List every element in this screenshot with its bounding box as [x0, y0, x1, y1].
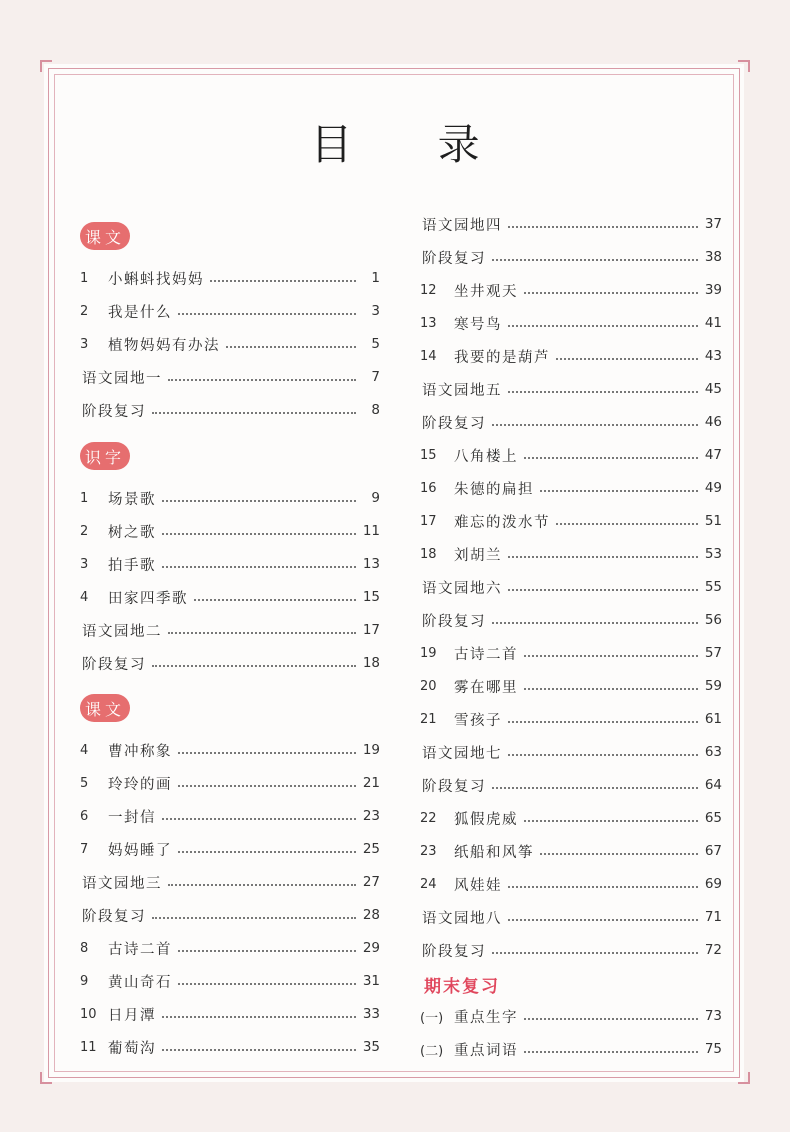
- toc-entry-page-number: 41: [704, 315, 722, 331]
- toc-entry-number: 20: [420, 678, 437, 694]
- toc-entry-title: 小蝌蚪找妈妈: [108, 271, 204, 288]
- toc-entry-title: 阶段复习: [82, 656, 146, 673]
- toc-entry[interactable]: [420, 639, 722, 667]
- toc-entry[interactable]: [80, 835, 380, 863]
- toc-entry[interactable]: [80, 934, 380, 962]
- toc-entry[interactable]: [80, 297, 380, 325]
- toc-entry-page-number: 15: [362, 589, 380, 605]
- toc-entry-page-number: 59: [704, 678, 722, 694]
- dot-leader: [152, 411, 356, 414]
- toc-entry-page-number: 39: [704, 282, 722, 298]
- toc-entry-title: 田家四季歌: [108, 590, 188, 607]
- toc-entry[interactable]: [420, 573, 722, 601]
- toc-entry-title: 重点生字: [454, 1009, 518, 1026]
- dot-leader: [178, 784, 356, 787]
- final-review-heading: 期末复习: [424, 977, 500, 997]
- toc-entry-page-number: 25: [362, 841, 380, 857]
- toc-entry[interactable]: [420, 837, 722, 865]
- toc-entry-page-number: 33: [362, 1006, 380, 1022]
- toc-entry-number: 9: [80, 973, 89, 989]
- toc-entry-page-number: 72: [704, 942, 722, 958]
- toc-entry[interactable]: [420, 309, 722, 337]
- dot-leader: [524, 291, 698, 294]
- dot-leader: [556, 522, 698, 525]
- dot-leader: [492, 786, 698, 789]
- section-badge: 识字: [80, 442, 130, 470]
- dot-leader: [524, 1050, 698, 1053]
- toc-entry[interactable]: [80, 649, 380, 677]
- toc-entry[interactable]: [80, 517, 380, 545]
- toc-entry-number: 4: [80, 589, 89, 605]
- dot-leader: [492, 423, 698, 426]
- toc-entry[interactable]: [80, 868, 380, 896]
- toc-entry-page-number: 46: [704, 414, 722, 430]
- toc-entry-page-number: 37: [704, 216, 722, 232]
- toc-entry-page-number: 45: [704, 381, 722, 397]
- toc-entry-page-number: 5: [371, 336, 380, 352]
- toc-entry-page-number: 49: [704, 480, 722, 496]
- toc-entry-page-number: 18: [362, 655, 380, 671]
- dot-leader: [508, 555, 698, 558]
- dot-leader: [162, 1015, 356, 1018]
- toc-entry[interactable]: [80, 967, 380, 995]
- toc-entry[interactable]: [80, 330, 380, 358]
- toc-entry-title: 语文园地五: [422, 382, 502, 399]
- toc-entry-page-number: 19: [362, 742, 380, 758]
- toc-entry-page-number: 73: [704, 1008, 722, 1024]
- dot-leader: [540, 489, 698, 492]
- toc-entry-title: 重点词语: [454, 1042, 518, 1059]
- toc-entry-number: 10: [80, 1006, 97, 1022]
- toc-entry[interactable]: [420, 540, 722, 568]
- toc-entry-title: 语文园地四: [422, 217, 502, 234]
- toc-entry-page-number: 35: [362, 1039, 380, 1055]
- dot-leader: [168, 378, 356, 381]
- toc-entry[interactable]: [420, 210, 722, 238]
- toc-entry-title: 雾在哪里: [454, 679, 518, 696]
- toc-entry-title: 阶段复习: [422, 250, 486, 267]
- toc-entry[interactable]: [420, 1002, 722, 1030]
- toc-entry[interactable]: [80, 616, 380, 644]
- dot-leader: [508, 324, 698, 327]
- toc-entry-number: 3: [80, 336, 89, 352]
- toc-entry-number: 13: [420, 315, 437, 331]
- dot-leader: [152, 916, 356, 919]
- toc-entry-page-number: 61: [704, 711, 722, 727]
- page-title: 目 录: [310, 120, 516, 169]
- toc-entry-page-number: 47: [704, 447, 722, 463]
- toc-entry-title: 植物妈妈有办法: [108, 337, 220, 354]
- toc-entry[interactable]: [420, 804, 722, 832]
- toc-entry-page-number: 11: [362, 523, 380, 539]
- toc-entry-title: 阶段复习: [82, 403, 146, 420]
- toc-entry-number: 6: [80, 808, 89, 824]
- toc-entry-title: 妈妈睡了: [108, 842, 172, 859]
- toc-entry-title: 语文园地三: [82, 875, 162, 892]
- toc-entry-number: 1: [80, 270, 89, 286]
- toc-entry-page-number: 55: [704, 579, 722, 595]
- toc-entry-page-number: 23: [362, 808, 380, 824]
- dot-leader: [178, 850, 356, 853]
- toc-entry-title: 黄山奇石: [108, 974, 172, 991]
- toc-entry[interactable]: [80, 769, 380, 797]
- dot-leader: [226, 345, 356, 348]
- dot-leader: [178, 982, 356, 985]
- dot-leader: [492, 621, 698, 624]
- toc-entry-title: 阶段复习: [422, 613, 486, 630]
- toc-entry[interactable]: [80, 363, 380, 391]
- dot-leader: [162, 532, 356, 535]
- toc-entry-number: 4: [80, 742, 89, 758]
- toc-entry-page-number: 57: [704, 645, 722, 661]
- toc-entry-page-number: 65: [704, 810, 722, 826]
- toc-entry-number: 8: [80, 940, 89, 956]
- toc-entry-page-number: 28: [362, 907, 380, 923]
- toc-entry-page-number: 67: [704, 843, 722, 859]
- toc-entry-page-number: 53: [704, 546, 722, 562]
- dot-leader: [178, 751, 356, 754]
- frame-corner-ornament: [40, 60, 52, 72]
- toc-entry-title: 一封信: [108, 809, 156, 826]
- toc-entry-number: 14: [420, 348, 437, 364]
- toc-entry-page-number: 43: [704, 348, 722, 364]
- toc-entry-number: 5: [80, 775, 89, 791]
- toc-entry-number: 21: [420, 711, 437, 727]
- toc-entry-page-number: 3: [371, 303, 380, 319]
- dot-leader: [162, 565, 356, 568]
- dot-leader: [210, 279, 356, 282]
- dot-leader: [508, 390, 698, 393]
- toc-entry-title: 我要的是葫芦: [454, 349, 550, 366]
- toc-entry-number: (二): [420, 1043, 444, 1059]
- toc-entry-title: 坐井观天: [454, 283, 518, 300]
- toc-entry-title: 古诗二首: [108, 941, 172, 958]
- toc-entry-number: 22: [420, 810, 437, 826]
- toc-entry[interactable]: [420, 243, 722, 271]
- toc-entry[interactable]: [80, 396, 380, 424]
- dot-leader: [168, 631, 356, 634]
- toc-entry[interactable]: [420, 870, 722, 898]
- toc-entry[interactable]: [80, 901, 380, 929]
- dot-leader: [152, 664, 356, 667]
- frame-corner-ornament: [40, 1072, 52, 1084]
- toc-entry-title: 刘胡兰: [454, 547, 502, 564]
- dot-leader: [540, 852, 698, 855]
- dot-leader: [524, 654, 698, 657]
- toc-entry-page-number: 7: [371, 369, 380, 385]
- toc-entry-page-number: 64: [704, 777, 722, 793]
- toc-entry-page-number: 56: [704, 612, 722, 628]
- toc-entry-title: 阶段复习: [422, 778, 486, 795]
- toc-entry[interactable]: [80, 550, 380, 578]
- dot-leader: [508, 885, 698, 888]
- toc-entry-number: 7: [80, 841, 89, 857]
- toc-entry-page-number: 69: [704, 876, 722, 892]
- dot-leader: [508, 720, 698, 723]
- toc-entry[interactable]: [80, 583, 380, 611]
- dot-leader: [524, 687, 698, 690]
- toc-entry-title: 语文园地一: [82, 370, 162, 387]
- toc-entry-page-number: 63: [704, 744, 722, 760]
- toc-entry-page-number: 17: [362, 622, 380, 638]
- toc-entry-page-number: 8: [371, 402, 380, 418]
- dot-leader: [168, 883, 356, 886]
- toc-entry-title: 树之歌: [108, 524, 156, 541]
- toc-entry[interactable]: [80, 264, 380, 292]
- toc-entry-number: 16: [420, 480, 437, 496]
- toc-entry-number: 1: [80, 490, 89, 506]
- dot-leader: [524, 1017, 698, 1020]
- toc-entry-title: 八角楼上: [454, 448, 518, 465]
- toc-entry-page-number: 38: [704, 249, 722, 265]
- toc-entry-title: 阶段复习: [422, 415, 486, 432]
- toc-entry[interactable]: [420, 672, 722, 700]
- toc-entry-page-number: 29: [362, 940, 380, 956]
- toc-entry[interactable]: [420, 375, 722, 403]
- toc-entry-page-number: 27: [362, 874, 380, 890]
- toc-entry-page-number: 71: [704, 909, 722, 925]
- toc-entry-page-number: 13: [362, 556, 380, 572]
- toc-entry-number: 2: [80, 523, 89, 539]
- toc-entry[interactable]: [80, 802, 380, 830]
- toc-entry-page-number: 51: [704, 513, 722, 529]
- toc-entry-number: 2: [80, 303, 89, 319]
- toc-entry-page-number: 9: [371, 490, 380, 506]
- toc-entry-title: 玲玲的画: [108, 776, 172, 793]
- dot-leader: [162, 1048, 356, 1051]
- dot-leader: [508, 753, 698, 756]
- toc-entry[interactable]: [420, 408, 722, 436]
- toc-entry-title: 阶段复习: [422, 943, 486, 960]
- toc-entry-title: 纸船和风筝: [454, 844, 534, 861]
- toc-entry-title: 语文园地八: [422, 910, 502, 927]
- section-badge: 课文: [80, 222, 130, 250]
- dot-leader: [162, 817, 356, 820]
- dot-leader: [178, 312, 356, 315]
- toc-entry-page-number: 75: [704, 1041, 722, 1057]
- toc-entry-number: 23: [420, 843, 437, 859]
- toc-entry[interactable]: [420, 1035, 722, 1063]
- toc-entry-number: 17: [420, 513, 437, 529]
- toc-entry-number: 19: [420, 645, 437, 661]
- toc-entry[interactable]: [80, 1000, 380, 1028]
- toc-entry-title: 曹冲称象: [108, 743, 172, 760]
- toc-entry-title: 拍手歌: [108, 557, 156, 574]
- toc-entry-title: 语文园地二: [82, 623, 162, 640]
- toc-entry-page-number: 1: [371, 270, 380, 286]
- toc-entry-number: 18: [420, 546, 437, 562]
- toc-entry-number: 24: [420, 876, 437, 892]
- dot-leader: [556, 357, 698, 360]
- toc-entry[interactable]: [420, 936, 722, 964]
- dot-leader: [178, 949, 356, 952]
- toc-entry[interactable]: [80, 736, 380, 764]
- toc-entry-number: (一): [420, 1010, 444, 1026]
- toc-entry-title: 葡萄沟: [108, 1040, 156, 1057]
- toc-entry[interactable]: [80, 484, 380, 512]
- dot-leader: [508, 918, 698, 921]
- dot-leader: [492, 258, 698, 261]
- toc-entry-title: 日月潭: [108, 1007, 156, 1024]
- toc-entry[interactable]: [420, 507, 722, 535]
- toc-entry-title: 我是什么: [108, 304, 172, 321]
- toc-entry[interactable]: [420, 705, 722, 733]
- toc-entry-title: 语文园地七: [422, 745, 502, 762]
- toc-entry-title: 难忘的泼水节: [454, 514, 550, 531]
- toc-entry-title: 古诗二首: [454, 646, 518, 663]
- toc-entry-title: 场景歌: [108, 491, 156, 508]
- toc-entry-title: 狐假虎威: [454, 811, 518, 828]
- toc-entry-number: 12: [420, 282, 437, 298]
- dot-leader: [524, 456, 698, 459]
- toc-entry[interactable]: [420, 276, 722, 304]
- toc-entry[interactable]: [420, 903, 722, 931]
- section-badge: 课文: [80, 694, 130, 722]
- toc-entry-title: 寒号鸟: [454, 316, 502, 333]
- dot-leader: [162, 499, 356, 502]
- toc-entry-title: 风娃娃: [454, 877, 502, 894]
- frame-corner-ornament: [738, 60, 750, 72]
- toc-entry-page-number: 21: [362, 775, 380, 791]
- toc-entry[interactable]: [80, 1033, 380, 1061]
- toc-entry[interactable]: [420, 771, 722, 799]
- toc-entry-number: 15: [420, 447, 437, 463]
- toc-entry-number: 3: [80, 556, 89, 572]
- frame-corner-ornament: [738, 1072, 750, 1084]
- toc-entry-title: 朱德的扁担: [454, 481, 534, 498]
- toc-entry-number: 11: [80, 1039, 97, 1055]
- dot-leader: [194, 598, 356, 601]
- toc-entry-title: 语文园地六: [422, 580, 502, 597]
- toc-entry[interactable]: [420, 606, 722, 634]
- toc-entry[interactable]: [420, 441, 722, 469]
- toc-entry-title: 雪孩子: [454, 712, 502, 729]
- dot-leader: [508, 588, 698, 591]
- toc-entry[interactable]: [420, 738, 722, 766]
- dot-leader: [524, 819, 698, 822]
- toc-entry[interactable]: [420, 342, 722, 370]
- dot-leader: [508, 225, 698, 228]
- dot-leader: [492, 951, 698, 954]
- toc-entry-title: 阶段复习: [82, 908, 146, 925]
- toc-entry-page-number: 31: [362, 973, 380, 989]
- toc-entry[interactable]: [420, 474, 722, 502]
